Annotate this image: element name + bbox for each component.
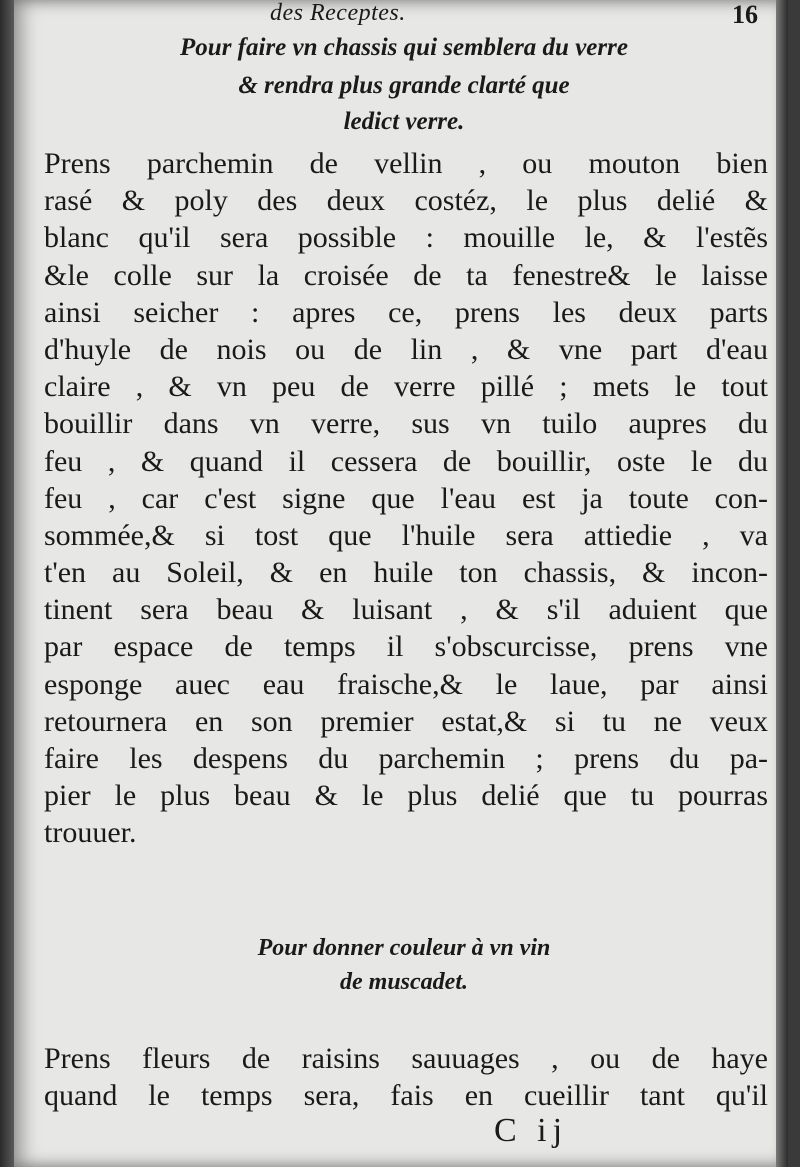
recipe-2-body: [44, 1040, 768, 1114]
recipe-1-title: [54, 28, 754, 142]
text-line: t'en au Soleil, & en huile ton chassis, & incon-: [44, 556, 768, 590]
right-page-edge: [776, 0, 788, 1167]
recipe-2-title-line: Pour donner couleur à vn vin: [257, 935, 551, 961]
text-line: feu , & quand il cessera de bouillir, oste le du: [44, 444, 768, 478]
text-line: faire les despens du parchemin ; prens du pa-: [44, 742, 768, 775]
text-line: esponge auec eau fraische,& le laue, par ainsi: [44, 667, 768, 701]
text-line: feu , car c'est signe que l'eau est ja toute con-: [44, 481, 768, 515]
text-line: blanc qu'il sera possible : mouille le, & l'estẽs: [44, 221, 768, 255]
book-page: [14, 0, 788, 1167]
text-line: retournera en son premier estat,& si tu ne veux: [44, 704, 768, 738]
text-line: bouillir dans vn verre, sus vn tuilo aupres du: [44, 407, 768, 441]
recipe-1-body: [44, 145, 768, 852]
recipe-1-title-line: Pour faire vn chassis qui semblera du verre: [180, 34, 628, 61]
text-line: quand le temps sera, fais en cueillir tant qu'il: [44, 1079, 768, 1113]
text-line: tinent sera beau & luisant , & s'il aduient que: [44, 593, 768, 627]
text-line: &le colle sur la croisée de ta fenestre& le laisse: [44, 258, 768, 292]
recipe-1-title-line: & rendra plus grande clarté que: [238, 72, 570, 99]
text-line: Prens parchemin de vellin , ou mouton bien: [44, 147, 768, 180]
text-line: pier le plus beau & le plus delié que tu pourras: [44, 779, 768, 813]
text-line: sommée,& si tost que l'huile sera attiedie , va: [44, 518, 768, 552]
text-line: trouuer.: [44, 816, 137, 850]
running-head: des Receptes.: [270, 0, 406, 26]
text-line: rasé & poly des deux costéz, le plus delié &: [44, 184, 768, 218]
text-line: ainsi seicher : apres ce, prens les deux parts: [44, 295, 768, 329]
recipe-2-title-line: de muscadet.: [340, 969, 468, 995]
text-line: par espace de temps il s'obscurcisse, prens vne: [44, 630, 768, 664]
page-number: 16: [732, 0, 758, 29]
text-line: claire , & vn peu de verre pillé ; mets le tout: [44, 370, 768, 404]
recipe-2-title: [54, 928, 754, 1002]
signature-mark: C ij: [494, 1112, 569, 1149]
text-line: d'huyle de nois ou de lin , & vne part d'eau: [44, 332, 768, 366]
recipe-1-title-line: ledict verre.: [343, 108, 465, 135]
text-line: Prens fleurs de raisins sauuages , ou de haye: [44, 1042, 768, 1075]
left-page-edge: [0, 0, 14, 1167]
